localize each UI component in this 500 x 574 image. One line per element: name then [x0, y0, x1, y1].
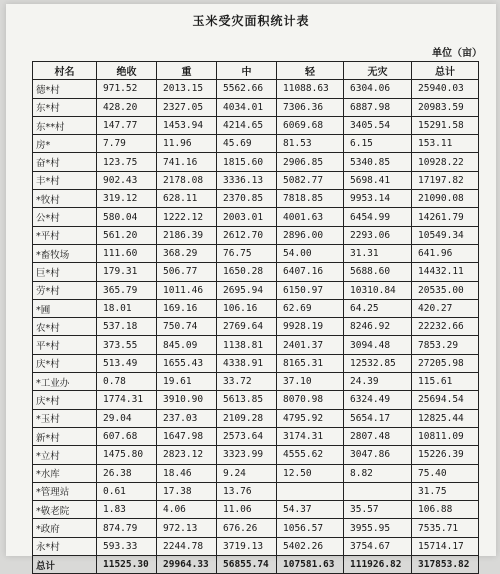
- cell-row-sum: 15226.39: [412, 446, 479, 464]
- cell-village-name: 农*村: [33, 318, 97, 336]
- cell-no-damage: 5698.41: [344, 171, 412, 189]
- cell-light: 2896.00: [277, 226, 344, 244]
- cell-total-loss: 111.60: [97, 244, 157, 262]
- cell-light: 7306.36: [277, 98, 344, 116]
- cell-light: 9928.19: [277, 318, 344, 336]
- table-row: [33, 354, 479, 372]
- table-row: [33, 263, 479, 281]
- cell-no-damage: 6304.06: [344, 80, 412, 98]
- cell-light: 107581.63: [277, 556, 344, 574]
- cell-moderate: 4034.01: [217, 98, 277, 116]
- cell-row-sum: 115.61: [412, 373, 479, 391]
- cell-no-damage: 5340.85: [344, 153, 412, 171]
- cell-no-damage: 2293.06: [344, 226, 412, 244]
- cell-total-loss: 537.18: [97, 318, 157, 336]
- cell-moderate: 106.16: [217, 299, 277, 317]
- cell-severe: 368.29: [157, 244, 217, 262]
- cell-no-damage: 3955.95: [344, 519, 412, 537]
- table-row: [33, 482, 479, 500]
- cell-moderate: 56855.74: [217, 556, 277, 574]
- cell-severe: 19.61: [157, 373, 217, 391]
- cell-moderate: 3323.99: [217, 446, 277, 464]
- table-row: [33, 244, 479, 262]
- cell-severe: 2244.78: [157, 537, 217, 555]
- cell-moderate: 13.76: [217, 482, 277, 500]
- cell-total-loss: 607.68: [97, 427, 157, 445]
- cell-total-loss: 580.04: [97, 208, 157, 226]
- cell-row-sum: 20983.59: [412, 98, 479, 116]
- table-row: [33, 190, 479, 208]
- cell-severe: 3910.90: [157, 391, 217, 409]
- table-row: [33, 446, 479, 464]
- cell-severe: 11.96: [157, 135, 217, 153]
- cell-village-name: 奋*村: [33, 153, 97, 171]
- cell-village-name: *牧村: [33, 190, 97, 208]
- cell-village-name: *平村: [33, 226, 97, 244]
- table-row: [33, 153, 479, 171]
- table-row: [33, 98, 479, 116]
- cell-no-damage: 6.15: [344, 135, 412, 153]
- table-row: [33, 171, 479, 189]
- cell-total-loss: 373.55: [97, 336, 157, 354]
- header-moderate: 中: [217, 62, 277, 80]
- cell-no-damage: 6454.99: [344, 208, 412, 226]
- cell-no-damage: 6324.49: [344, 391, 412, 409]
- cell-no-damage: 24.39: [344, 373, 412, 391]
- cell-moderate: 2109.28: [217, 409, 277, 427]
- cell-severe: 628.11: [157, 190, 217, 208]
- cell-no-damage: 9953.14: [344, 190, 412, 208]
- cell-severe: 1011.46: [157, 281, 217, 299]
- cell-total-loss: 123.75: [97, 153, 157, 171]
- table-row: [33, 373, 479, 391]
- cell-row-sum: 21090.08: [412, 190, 479, 208]
- cell-village-name: 总计: [33, 556, 97, 574]
- cell-total-loss: 902.43: [97, 171, 157, 189]
- table-row: [33, 464, 479, 482]
- cell-moderate: 2573.64: [217, 427, 277, 445]
- cell-no-damage: 3405.54: [344, 116, 412, 134]
- cell-moderate: 33.72: [217, 373, 277, 391]
- table-row: [33, 391, 479, 409]
- cell-no-damage: 8246.92: [344, 318, 412, 336]
- cell-severe: 741.16: [157, 153, 217, 171]
- cell-severe: 1647.98: [157, 427, 217, 445]
- cell-moderate: 9.24: [217, 464, 277, 482]
- cell-moderate: 2769.64: [217, 318, 277, 336]
- table-row: [33, 501, 479, 519]
- cell-total-loss: 1475.80: [97, 446, 157, 464]
- table-body: [33, 80, 479, 574]
- cell-light: [277, 482, 344, 500]
- cell-village-name: *水库: [33, 464, 97, 482]
- cell-row-sum: 641.96: [412, 244, 479, 262]
- cell-light: 54.00: [277, 244, 344, 262]
- cell-row-sum: 75.40: [412, 464, 479, 482]
- cell-light: 11088.63: [277, 80, 344, 98]
- cell-row-sum: 31.75: [412, 482, 479, 500]
- unit-label: 单位（亩）: [432, 48, 482, 59]
- header-severe: 重: [157, 62, 217, 80]
- cell-light: 6407.16: [277, 263, 344, 281]
- cell-no-damage: 10310.84: [344, 281, 412, 299]
- cell-severe: 18.46: [157, 464, 217, 482]
- cell-village-name: 房*: [33, 135, 97, 153]
- header-total-loss: 绝收: [97, 62, 157, 80]
- cell-severe: 2178.08: [157, 171, 217, 189]
- cell-moderate: 676.26: [217, 519, 277, 537]
- cell-row-sum: 153.11: [412, 135, 479, 153]
- cell-moderate: 1815.60: [217, 153, 277, 171]
- cell-row-sum: 106.88: [412, 501, 479, 519]
- cell-total-loss: 0.78: [97, 373, 157, 391]
- disaster-area-table: [32, 61, 479, 574]
- cell-village-name: *工业办: [33, 373, 97, 391]
- cell-village-name: 公*村: [33, 208, 97, 226]
- table-row: [33, 135, 479, 153]
- cell-village-name: *立村: [33, 446, 97, 464]
- cell-total-loss: 7.79: [97, 135, 157, 153]
- cell-no-damage: [344, 482, 412, 500]
- cell-village-name: *畜牧场: [33, 244, 97, 262]
- cell-row-sum: 317853.82: [412, 556, 479, 574]
- cell-light: 81.53: [277, 135, 344, 153]
- cell-no-damage: 12532.85: [344, 354, 412, 372]
- cell-severe: 750.74: [157, 318, 217, 336]
- cell-no-damage: 3754.67: [344, 537, 412, 555]
- cell-light: 37.10: [277, 373, 344, 391]
- cell-severe: 2823.12: [157, 446, 217, 464]
- table-header-row: [33, 62, 479, 80]
- cell-row-sum: 20535.00: [412, 281, 479, 299]
- cell-light: 12.50: [277, 464, 344, 482]
- cell-total-loss: 428.20: [97, 98, 157, 116]
- cell-row-sum: 27205.98: [412, 354, 479, 372]
- cell-no-damage: 6887.98: [344, 98, 412, 116]
- header-sum: 总计: [412, 62, 479, 80]
- cell-no-damage: 2807.48: [344, 427, 412, 445]
- cell-moderate: 4214.65: [217, 116, 277, 134]
- cell-village-name: 东*村: [33, 98, 97, 116]
- cell-severe: 169.16: [157, 299, 217, 317]
- cell-severe: 2327.05: [157, 98, 217, 116]
- cell-moderate: 2370.85: [217, 190, 277, 208]
- cell-total-loss: 593.33: [97, 537, 157, 555]
- cell-severe: 2186.39: [157, 226, 217, 244]
- cell-village-name: 庆*村: [33, 354, 97, 372]
- cell-village-name: *管理站: [33, 482, 97, 500]
- header-light: 轻: [277, 62, 344, 80]
- cell-light: 3174.31: [277, 427, 344, 445]
- cell-total-loss: 513.49: [97, 354, 157, 372]
- cell-no-damage: 64.25: [344, 299, 412, 317]
- cell-moderate: 2003.01: [217, 208, 277, 226]
- cell-moderate: 76.75: [217, 244, 277, 262]
- cell-row-sum: 10549.34: [412, 226, 479, 244]
- header-no-damage: 无灾: [344, 62, 412, 80]
- total-row: [33, 556, 479, 574]
- cell-no-damage: 35.57: [344, 501, 412, 519]
- cell-severe: 29964.33: [157, 556, 217, 574]
- document-sheet: [6, 4, 496, 572]
- cell-row-sum: 10928.22: [412, 153, 479, 171]
- table-row: [33, 318, 479, 336]
- table-row: [33, 281, 479, 299]
- cell-no-damage: 5688.60: [344, 263, 412, 281]
- cell-total-loss: 319.12: [97, 190, 157, 208]
- cell-severe: 4.06: [157, 501, 217, 519]
- cell-row-sum: 12825.44: [412, 409, 479, 427]
- cell-severe: 17.38: [157, 482, 217, 500]
- cell-light: 2401.37: [277, 336, 344, 354]
- cell-severe: 1222.12: [157, 208, 217, 226]
- cell-no-damage: 8.82: [344, 464, 412, 482]
- cell-village-name: 新*村: [33, 427, 97, 445]
- cell-no-damage: 31.31: [344, 244, 412, 262]
- cell-moderate: 3336.13: [217, 171, 277, 189]
- cell-light: 6150.97: [277, 281, 344, 299]
- cell-moderate: 2612.70: [217, 226, 277, 244]
- table-row: [33, 409, 479, 427]
- cell-village-name: *政府: [33, 519, 97, 537]
- cell-village-name: *玉村: [33, 409, 97, 427]
- cell-total-loss: 179.31: [97, 263, 157, 281]
- cell-village-name: 庆*村: [33, 391, 97, 409]
- cell-light: 7818.85: [277, 190, 344, 208]
- cell-total-loss: 11525.30: [97, 556, 157, 574]
- table-row: [33, 519, 479, 537]
- table-row: [33, 116, 479, 134]
- table-row: [33, 336, 479, 354]
- cell-severe: 972.13: [157, 519, 217, 537]
- cell-row-sum: 17197.82: [412, 171, 479, 189]
- cell-moderate: 2695.94: [217, 281, 277, 299]
- cell-moderate: 4338.91: [217, 354, 277, 372]
- cell-severe: 1453.94: [157, 116, 217, 134]
- table-row: [33, 299, 479, 317]
- table-row: [33, 208, 479, 226]
- cell-no-damage: 111926.82: [344, 556, 412, 574]
- cell-village-name: *敬老院: [33, 501, 97, 519]
- cell-row-sum: 25940.03: [412, 80, 479, 98]
- cell-moderate: 1138.81: [217, 336, 277, 354]
- cell-light: 2906.85: [277, 153, 344, 171]
- cell-row-sum: 14261.79: [412, 208, 479, 226]
- cell-severe: 506.77: [157, 263, 217, 281]
- cell-village-name: 永*村: [33, 537, 97, 555]
- cell-light: 1056.57: [277, 519, 344, 537]
- cell-light: 4001.63: [277, 208, 344, 226]
- cell-village-name: *圃: [33, 299, 97, 317]
- cell-severe: 1655.43: [157, 354, 217, 372]
- cell-light: 5402.26: [277, 537, 344, 555]
- cell-light: 4795.92: [277, 409, 344, 427]
- cell-row-sum: 7535.71: [412, 519, 479, 537]
- cell-village-name: 德*村: [33, 80, 97, 98]
- cell-total-loss: 29.04: [97, 409, 157, 427]
- cell-severe: 2013.15: [157, 80, 217, 98]
- cell-village-name: 劳*村: [33, 281, 97, 299]
- cell-no-damage: 5654.17: [344, 409, 412, 427]
- cell-row-sum: 10811.09: [412, 427, 479, 445]
- table-row: [33, 537, 479, 555]
- cell-total-loss: 365.79: [97, 281, 157, 299]
- cell-light: 8070.98: [277, 391, 344, 409]
- cell-row-sum: 7853.29: [412, 336, 479, 354]
- cell-light: 5082.77: [277, 171, 344, 189]
- cell-row-sum: 25694.54: [412, 391, 479, 409]
- cell-moderate: 45.69: [217, 135, 277, 153]
- cell-total-loss: 26.38: [97, 464, 157, 482]
- cell-total-loss: 1774.31: [97, 391, 157, 409]
- cell-light: 8165.31: [277, 354, 344, 372]
- cell-no-damage: 3047.86: [344, 446, 412, 464]
- cell-village-name: 东**村: [33, 116, 97, 134]
- cell-total-loss: 18.01: [97, 299, 157, 317]
- cell-moderate: 1650.28: [217, 263, 277, 281]
- cell-total-loss: 0.61: [97, 482, 157, 500]
- cell-total-loss: 971.52: [97, 80, 157, 98]
- cell-row-sum: 15291.58: [412, 116, 479, 134]
- header-village: 村名: [33, 62, 97, 80]
- cell-moderate: 11.06: [217, 501, 277, 519]
- cell-moderate: 3719.13: [217, 537, 277, 555]
- cell-moderate: 5562.66: [217, 80, 277, 98]
- table-row: [33, 226, 479, 244]
- cell-village-name: 丰*村: [33, 171, 97, 189]
- cell-light: 6069.68: [277, 116, 344, 134]
- cell-light: 54.37: [277, 501, 344, 519]
- cell-severe: 237.03: [157, 409, 217, 427]
- cell-row-sum: 22232.66: [412, 318, 479, 336]
- cell-total-loss: 147.77: [97, 116, 157, 134]
- cell-village-name: 平*村: [33, 336, 97, 354]
- table-row: [33, 80, 479, 98]
- cell-total-loss: 561.20: [97, 226, 157, 244]
- cell-row-sum: 420.27: [412, 299, 479, 317]
- cell-row-sum: 15714.17: [412, 537, 479, 555]
- document-title: 玉米受灾面积统计表: [192, 14, 310, 28]
- cell-row-sum: 14432.11: [412, 263, 479, 281]
- cell-total-loss: 874.79: [97, 519, 157, 537]
- cell-village-name: 巨*村: [33, 263, 97, 281]
- cell-light: 4555.62: [277, 446, 344, 464]
- table-row: [33, 427, 479, 445]
- cell-moderate: 5613.85: [217, 391, 277, 409]
- cell-no-damage: 3094.48: [344, 336, 412, 354]
- cell-total-loss: 1.83: [97, 501, 157, 519]
- cell-severe: 845.09: [157, 336, 217, 354]
- cell-light: 62.69: [277, 299, 344, 317]
